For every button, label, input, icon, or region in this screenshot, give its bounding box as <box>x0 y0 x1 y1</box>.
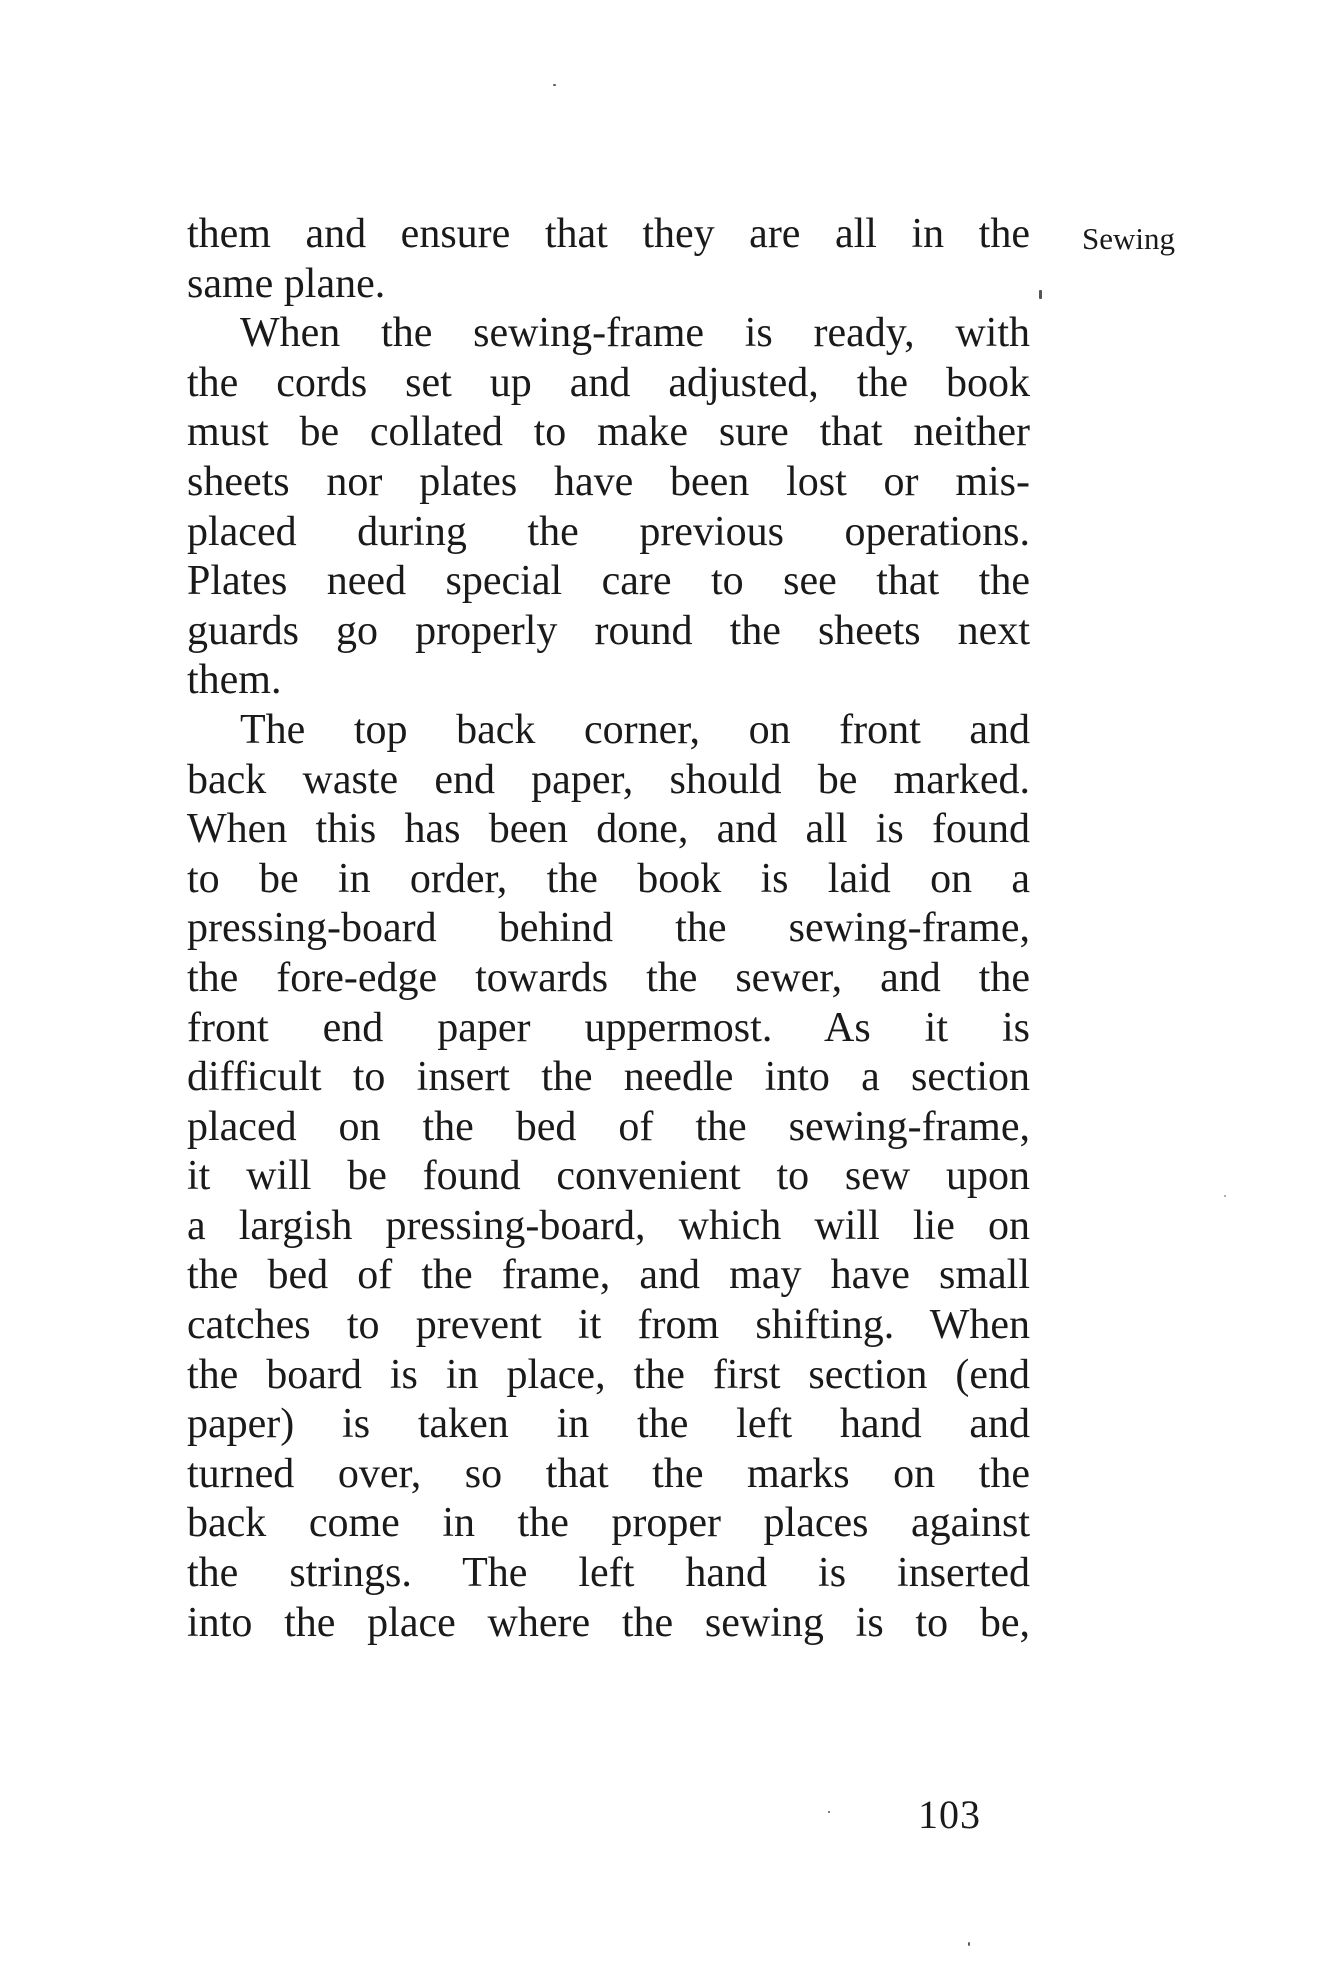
text-line: sheets nor plates have been lost or mis- <box>187 458 1030 505</box>
running-head: Sewing <box>1082 221 1175 256</box>
text-line: the bed of the frame, and may have small <box>187 1252 1030 1299</box>
text-line: The top back corner, on front and <box>240 706 1030 753</box>
text-line: the strings. The left hand is inserted <box>187 1550 1030 1597</box>
text-line: the fore-edge towards the sewer, and the <box>187 954 1030 1001</box>
text-line: them. <box>187 657 282 704</box>
scan-speck <box>1039 290 1042 299</box>
scan-speck <box>968 1942 970 1946</box>
text-line: front end paper uppermost. As it is <box>187 1004 1030 1051</box>
scan-speck <box>553 84 556 86</box>
scan-speck <box>1224 1195 1226 1197</box>
text-line: paper) is taken in the left hand and <box>187 1401 1030 1448</box>
text-line: Plates need special care to see that the <box>187 558 1030 605</box>
text-line: it will be found convenient to sew upon <box>187 1153 1030 1200</box>
text-line: must be collated to make sure that neither <box>187 409 1030 456</box>
text-line: difficult to insert the needle into a section <box>187 1054 1030 1101</box>
text-line: a largish pressing-board, which will lie on <box>187 1202 1030 1249</box>
text-line: into the place where the sewing is to be, <box>187 1599 1030 1646</box>
text-line: turned over, so that the marks on the <box>187 1450 1030 1497</box>
text-line: them and ensure that they are all in the <box>187 211 1030 257</box>
text-line: the board is in place, the first section (end <box>187 1351 1030 1398</box>
scan-speck <box>828 1811 830 1813</box>
text-line: back waste end paper, should be marked. <box>187 756 1030 803</box>
text-line: back come in the proper places against <box>187 1500 1030 1547</box>
text-line: placed on the bed of the sewing-frame, <box>187 1103 1030 1150</box>
text-line: When this has been done, and all is found <box>187 806 1030 853</box>
text-line: pressing-board behind the sewing-frame, <box>187 905 1030 952</box>
body-text <box>187 210 1030 1648</box>
text-line: guards go properly round the sheets next <box>187 607 1030 654</box>
text-line: the cords set up and adjusted, the book <box>187 359 1030 406</box>
text-line: placed during the previous operations. <box>187 508 1030 555</box>
text-line: When the sewing-frame is ready, with <box>240 310 1030 357</box>
text-line: to be in order, the book is laid on a <box>187 855 1030 902</box>
page-number: 103 <box>918 1792 981 1837</box>
text-line: catches to prevent it from shifting. When <box>187 1302 1030 1349</box>
text-line: same plane. <box>187 260 386 307</box>
